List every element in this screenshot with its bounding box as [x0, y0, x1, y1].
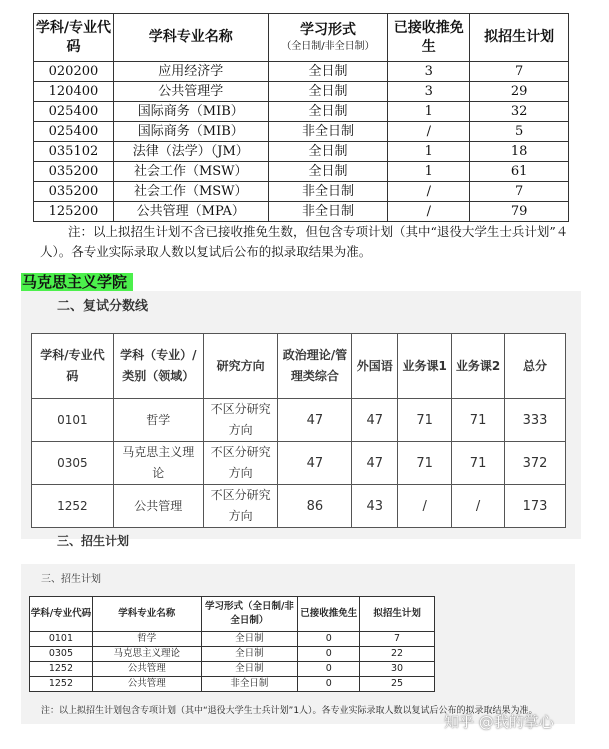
admission-plan-table-1	[33, 13, 569, 222]
table-cell: 47	[278, 442, 352, 485]
table-row	[30, 677, 435, 692]
table-cell: 333	[505, 399, 566, 442]
table-cell: 3	[388, 82, 470, 102]
table-cell: 公共管理（MPA）	[113, 202, 268, 222]
table-cell: 非全日制	[268, 202, 388, 222]
table-cell: 不区分研究方向	[203, 485, 278, 528]
table-cell: 71	[452, 399, 505, 442]
table-cell: 035102	[34, 142, 114, 162]
table-cell: 马克思主义理论	[92, 647, 201, 662]
column-header: 业务课1	[398, 334, 452, 399]
table-cell: 公共管理	[92, 677, 201, 692]
col-header-name: 学科专业名称	[113, 14, 268, 62]
table-row	[34, 82, 569, 102]
table-cell: 1	[388, 142, 470, 162]
table-cell: 公共管理	[92, 662, 201, 677]
table-row	[30, 632, 435, 647]
table-cell: 0305	[32, 442, 114, 485]
table-cell: 0101	[30, 632, 93, 647]
table-cell: 5	[470, 122, 569, 142]
watermark: 知乎 @我的掌心	[444, 713, 554, 731]
retest-score-table	[31, 333, 566, 528]
table-cell: 法律（法学）（JM）	[113, 142, 268, 162]
column-header: 业务课2	[452, 334, 505, 399]
table-cell: 非全日制	[268, 122, 388, 142]
column-header: 学科（专业）/类别（领域）	[113, 334, 203, 399]
table-cell: 0305	[30, 647, 93, 662]
table-row	[34, 102, 569, 122]
table-cell: 全日制	[201, 632, 298, 647]
column-header: 学科/专业代码	[30, 597, 93, 632]
table-cell: 18	[470, 142, 569, 162]
table-cell: 025400	[34, 122, 114, 142]
table-cell: 不区分研究方向	[203, 399, 278, 442]
table-cell: 71	[398, 442, 452, 485]
column-header: 学科/专业代码	[32, 334, 114, 399]
table-cell: 61	[470, 162, 569, 182]
col-header-recommended: 已接收推免生	[388, 14, 470, 62]
table-row	[32, 399, 566, 442]
table-row	[34, 202, 569, 222]
table-cell: 1252	[32, 485, 114, 528]
table-cell: 79	[470, 202, 569, 222]
column-header: 学习形式（全日制/非全日制）	[201, 597, 298, 632]
table-row	[32, 485, 566, 528]
table-cell: 035200	[34, 162, 114, 182]
table-cell: 29	[470, 82, 569, 102]
table-cell: 非全日制	[201, 677, 298, 692]
enrollment-plan-section	[21, 564, 575, 724]
table-row	[30, 662, 435, 677]
table-cell: 全日制	[201, 662, 298, 677]
table-cell: 1	[388, 162, 470, 182]
section-title: 三、招生计划	[41, 574, 101, 585]
table-cell: 120400	[34, 82, 114, 102]
table-cell: 22	[360, 647, 435, 662]
table-cell: 32	[470, 102, 569, 122]
table-cell: 43	[352, 485, 398, 528]
table-cell: 035200	[34, 182, 114, 202]
table-row	[34, 62, 569, 82]
column-header: 已接收推免生	[298, 597, 360, 632]
table-cell: 47	[352, 442, 398, 485]
table-cell: 0	[298, 677, 360, 692]
col-header-mode: 学习形式 （全日制/非全日制）	[268, 14, 388, 62]
column-header: 研究方向	[203, 334, 278, 399]
table-cell: 1252	[30, 662, 93, 677]
table-cell: 020200	[34, 62, 114, 82]
table-cell: 马克思主义理论	[113, 442, 203, 485]
retest-score-section	[21, 291, 581, 548]
column-header: 总分	[505, 334, 566, 399]
table-cell: 公共管理学	[113, 82, 268, 102]
table-cell: 非全日制	[268, 182, 388, 202]
school-banner: 马克思主义学院	[21, 273, 133, 291]
table-cell: 全日制	[268, 102, 388, 122]
table-cell: 173	[505, 485, 566, 528]
table-1-note: 注：以上拟招生计划不含已接收推免生数，但包含专项计划（其中“退役大学生士兵计划”４人）。各专业实际录取人数以复试后公布的拟录取结果为准。	[40, 224, 569, 259]
table-cell: 47	[278, 399, 352, 442]
column-header: 政治理论/管理类综合	[278, 334, 352, 399]
table-cell: 7	[360, 632, 435, 647]
table-row	[34, 162, 569, 182]
table-cell: 7	[470, 182, 569, 202]
column-header: 学科专业名称	[92, 597, 201, 632]
table-cell: 哲学	[113, 399, 203, 442]
table-cell: 1	[388, 102, 470, 122]
table-cell: 0	[298, 662, 360, 677]
table-cell: /	[388, 182, 470, 202]
table-cell: 公共管理	[113, 485, 203, 528]
table-cell: 全日制	[268, 142, 388, 162]
table-cell: 7	[470, 62, 569, 82]
table-cell: 国际商务（MIB）	[113, 102, 268, 122]
table-cell: /	[398, 485, 452, 528]
table-cell: /	[388, 122, 470, 142]
table-cell: 125200	[34, 202, 114, 222]
enrollment-plan-table	[29, 596, 435, 692]
table-cell: /	[452, 485, 505, 528]
table-cell: 1252	[30, 677, 93, 692]
table-cell: 372	[505, 442, 566, 485]
table-cell: 应用经济学	[113, 62, 268, 82]
col-header-plan: 拟招生计划	[470, 14, 569, 62]
table-header-row	[34, 14, 569, 62]
table-cell: 全日制	[268, 82, 388, 102]
table-cell: 全日制	[201, 647, 298, 662]
cut-off-heading: 三、招生计划	[57, 534, 130, 548]
table-row	[34, 142, 569, 162]
table-cell: 不区分研究方向	[203, 442, 278, 485]
table-cell: /	[388, 202, 470, 222]
table-header-row	[32, 334, 566, 399]
table-header-row	[30, 597, 435, 632]
table-row	[30, 647, 435, 662]
table-cell: 3	[388, 62, 470, 82]
table-cell: 25	[360, 677, 435, 692]
table-cell: 0	[298, 647, 360, 662]
table-cell: 全日制	[268, 162, 388, 182]
table-cell: 国际商务（MIB）	[113, 122, 268, 142]
table-cell: 全日制	[268, 62, 388, 82]
column-header: 外国语	[352, 334, 398, 399]
table-cell: 社会工作（MSW）	[113, 162, 268, 182]
table-cell: 社会工作（MSW）	[113, 182, 268, 202]
table-cell: 86	[278, 485, 352, 528]
table-cell: 0101	[32, 399, 114, 442]
plan-note: 注：以上拟招生计划包含专项计划（其中“退役大学生士兵计划”1人）。各专业实际录取人数以复试后公布的拟录取结果为准。	[41, 706, 538, 716]
table-row	[32, 442, 566, 485]
table-cell: 025400	[34, 102, 114, 122]
table-row	[34, 122, 569, 142]
table-cell: 30	[360, 662, 435, 677]
column-header: 拟招生计划	[360, 597, 435, 632]
section-title: 二、复试分数线	[57, 299, 149, 314]
table-row	[34, 182, 569, 202]
table-cell: 47	[352, 399, 398, 442]
table-cell: 71	[452, 442, 505, 485]
table-cell: 哲学	[92, 632, 201, 647]
table-cell: 71	[398, 399, 452, 442]
col-header-code: 学科/专业代码	[34, 14, 114, 62]
table-cell: 0	[298, 632, 360, 647]
